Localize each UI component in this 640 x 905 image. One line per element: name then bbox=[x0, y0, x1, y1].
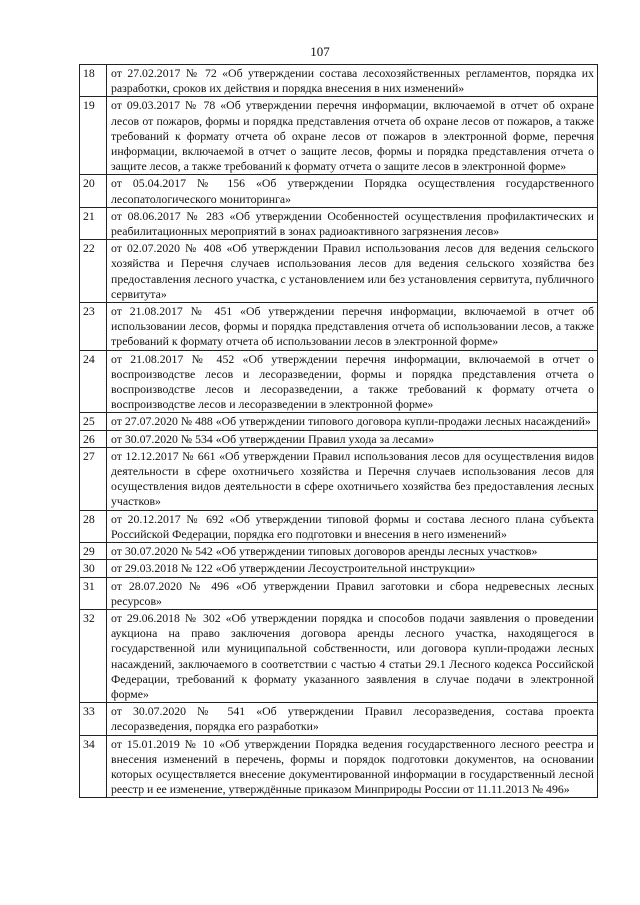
act-description: от 27.02.2017 № 72 «Об утверждении состава лесохозяйственных регламентов, порядка их разработки, сроков их действия и порядка внесения в них изменений» bbox=[107, 65, 598, 97]
table-row bbox=[80, 207, 598, 239]
row-number: 28 bbox=[80, 510, 107, 542]
table-row bbox=[80, 240, 598, 303]
act-description: от 12.12.2017 № 661 «Об утверждении Правил использования лесов для осуществления видов деятельности в сфере охотничьего хозяйства и Перечня случаев использования лесов для осуществления видов деятельности в сфере охотничьего хозяйства без предоставления лесных участков» bbox=[107, 447, 598, 510]
act-description: от 20.12.2017 № 692 «Об утверждении типовой формы и состава лесного плана субъекта Российской Федерации, порядка его подготовки и внесения в него изменений» bbox=[107, 510, 598, 542]
table-row bbox=[80, 735, 598, 798]
act-description: от 09.03.2017 № 78 «Об утверждении перечня информации, включаемой в отчет об охране лесов от пожаров, формы и порядка представления отчета об охране лесов от пожаров, а также требований к формату отчета об охране лесов от пожаров в электронной форме, перечня информации, включаемой в отчет о защите лесов, формы и порядка представления отчета о защите лесов, а также требований к формату отчета о защите лесов в электронной форме» bbox=[107, 97, 598, 175]
act-description: от 29.03.2018 № 122 «Об утверждении Лесоустроительной инструкции» bbox=[107, 560, 598, 577]
row-number: 19 bbox=[80, 97, 107, 175]
row-number: 33 bbox=[80, 703, 107, 735]
act-description: от 30.07.2020 № 541 «Об утверждении Правил лесоразведения, состава проекта лесоразведения, порядка его разработки» bbox=[107, 703, 598, 735]
row-number: 22 bbox=[80, 240, 107, 303]
row-number: 21 bbox=[80, 207, 107, 239]
table-row bbox=[80, 413, 598, 430]
table-row bbox=[80, 543, 598, 560]
act-description: от 08.06.2017 № 283 «Об утверждении Особенностей осуществления профилактических и реабилитационных мероприятий в зонах радиоактивного загрязнения лесов» bbox=[107, 207, 598, 239]
page-number: 107 bbox=[310, 44, 330, 59]
table-row bbox=[80, 65, 598, 97]
table-row bbox=[80, 97, 598, 175]
table-row bbox=[80, 430, 598, 447]
table-row bbox=[80, 703, 598, 735]
row-number: 26 bbox=[80, 430, 107, 447]
row-number: 31 bbox=[80, 577, 107, 609]
table-row bbox=[80, 350, 598, 413]
table-row bbox=[80, 510, 598, 542]
row-number: 25 bbox=[80, 413, 107, 430]
act-description: от 27.07.2020 № 488 «Об утверждении типового договора купли-продажи лесных насаждений» bbox=[107, 413, 598, 430]
table-row bbox=[80, 447, 598, 510]
act-description: от 30.07.2020 № 542 «Об утверждении типовых договоров аренды лесных участков» bbox=[107, 543, 598, 560]
act-description: от 30.07.2020 № 534 «Об утверждении Правил ухода за лесами» bbox=[107, 430, 598, 447]
row-number: 29 bbox=[80, 543, 107, 560]
act-description: от 02.07.2020 № 408 «Об утверждении Правил использования лесов для ведения сельского хозяйства и Перечня случаев использования лесов для ведения сельского хозяйства без предоставления лесного участка, с установлением или без установления сервитута, публичного сервитута» bbox=[107, 240, 598, 303]
row-number: 23 bbox=[80, 303, 107, 351]
row-number: 32 bbox=[80, 609, 107, 702]
act-description: от 21.08.2017 № 451 «Об утверждении перечня информации, включаемой в отчет об использовании лесов, формы и порядка представления отчета об использовании лесов, а также требований к формату отчета об использовании лесов в электронной форме» bbox=[107, 303, 598, 351]
row-number: 27 bbox=[80, 447, 107, 510]
row-number: 18 bbox=[80, 65, 107, 97]
table-row bbox=[80, 560, 598, 577]
table-row bbox=[80, 303, 598, 351]
act-description: от 28.07.2020 № 496 «Об утверждении Правил заготовки и сбора недревесных лесных ресурсов» bbox=[107, 577, 598, 609]
act-description: от 15.01.2019 № 10 «Об утверждении Порядка ведения государственного лесного реестра и внесения изменений в перечень, формы и порядок подготовки документов, на основании которых осуществляется внесение документированной информации в государственный лесной реестр и ее изменение, утверждённые приказом Минприроды России от 11.11.2013 № 496» bbox=[107, 735, 598, 798]
row-number: 34 bbox=[80, 735, 107, 798]
table-row bbox=[80, 577, 598, 609]
row-number: 20 bbox=[80, 175, 107, 207]
legal-acts-table bbox=[79, 64, 598, 798]
act-description: от 29.06.2018 № 302 «Об утверждении порядка и способов подачи заявления о проведении аукциона на право заключения договора аренды лесного участка, находящегося в государственной или муниципальной собственности, или договора купли-продажи лесных насаждений, заключаемого в соответствии с частью 4 статьи 29.1 Лесного кодекса Российской Федерации, требований к формату указанного заявления в случае подачи в электронной форме» bbox=[107, 609, 598, 702]
row-number: 24 bbox=[80, 350, 107, 413]
row-number: 30 bbox=[80, 560, 107, 577]
act-description: от 21.08.2017 № 452 «Об утверждении перечня информации, включаемой в отчет о воспроизводстве лесов и лесоразведении, формы и порядка представления отчета о воспроизводстве лесов и лесоразведении, а также требований к формату отчета о воспроизводстве лесов и лесоразведении в электронной форме» bbox=[107, 350, 598, 413]
table-row bbox=[80, 609, 598, 702]
act-description: от 05.04.2017 № 156 «Об утверждении Порядка осуществления государственного лесопатологического мониторинга» bbox=[107, 175, 598, 207]
table-row bbox=[80, 175, 598, 207]
